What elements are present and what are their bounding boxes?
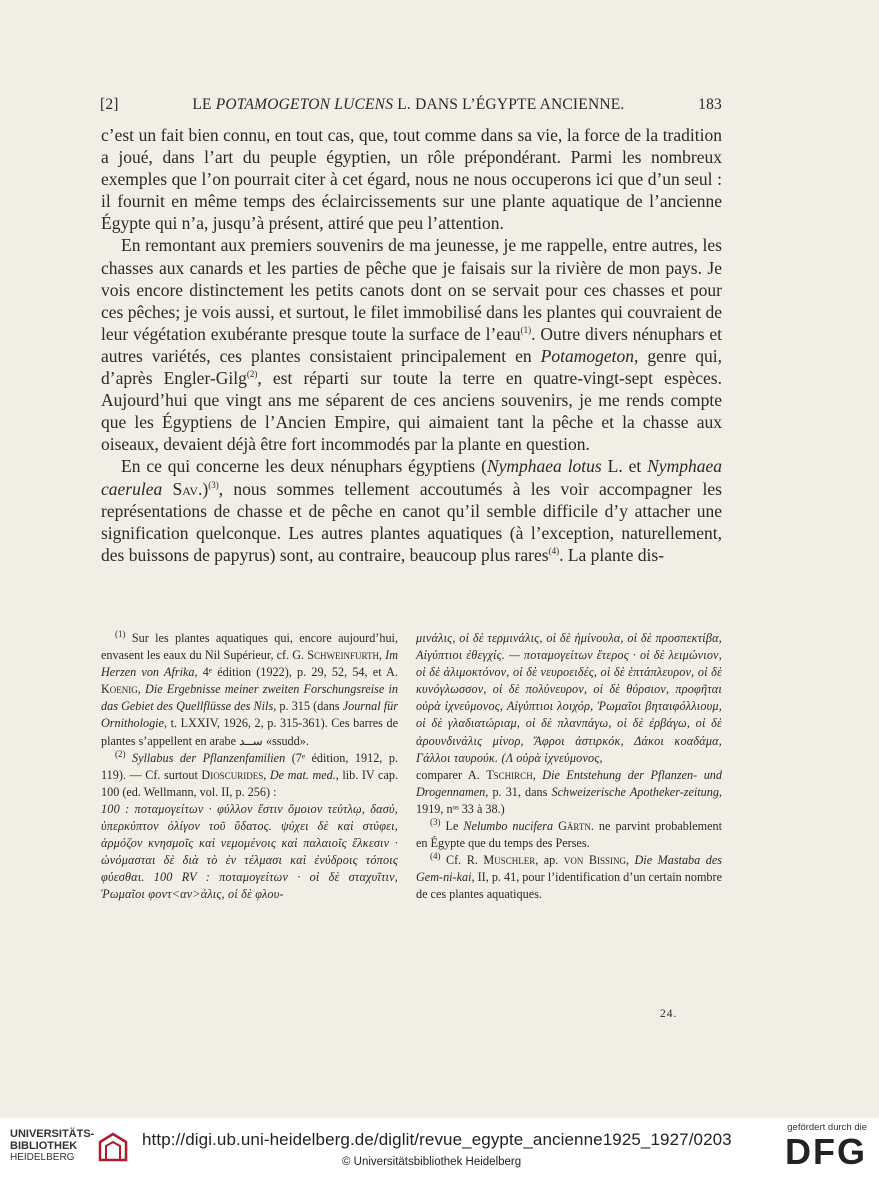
fn2-title-2: De mat. med. (269, 767, 336, 782)
footnote-3 (416, 818, 722, 852)
footnote-1-mark: (1) (115, 628, 126, 639)
fn1-a: Sur les plantes aquatiques qui, encore aujourd’hui, envasent les eaux du Nil Supérieur, cf. G. (101, 631, 398, 663)
paragraph-1: c’est un fait bien connu, en tout cas, que, tout comme dans sa vie, la force de la tradition a joué, dans l’art du peuple égyptien, un rôle prépondérant. Parmi les nombreux exemples que l’on pourrait citer à cet égard, nous ne nous occuperons ici que d’un seul : il fournit en même temps des éclaircissements sur une plante aquatique de l’ancienne Égypte qui n’a, jusqu’à présent, attiré que peu l’attention. (101, 125, 722, 234)
fn2-b: , (263, 767, 270, 782)
fn2-author: Dioscurides (201, 767, 264, 782)
footnotes-right-column (416, 630, 722, 904)
fn2r-b: , (532, 767, 543, 782)
p3-smallcaps: Sav. (162, 478, 203, 499)
fn1-b: , (378, 648, 386, 663)
fn1-f: , t. LXXIV, 1926, 2, p. 315-361). Ces barres de plantes s’appellent en arabe ســد «ssudd». (101, 716, 398, 748)
header-title-pre: LE (192, 96, 216, 113)
fn4-author-2: von Bissing (563, 853, 626, 868)
fn1-title-2: Die Ergebnisse meiner zweiten Forschungsreise in das Gebiet des Quellflüsse des Nils (101, 682, 398, 714)
copyright-notice: © Universitätsbibliothek Heidelberg (342, 1156, 522, 1168)
fn2r-author: Tschirch (486, 767, 533, 782)
fn3-smallcaps: Gärtn. (553, 819, 594, 834)
funded-by-label: gefördert durch die (787, 1122, 867, 1133)
fn4-a: Cf. R. (440, 853, 484, 868)
p3-italic-2: Nymphaea caerulea (101, 456, 722, 499)
footnote-3-mark: (3) (430, 816, 441, 827)
signature-mark: 24. (660, 1008, 678, 1020)
footnote-4 (416, 852, 722, 903)
fn4-c: , (625, 853, 635, 868)
footnotes-left-column (101, 630, 398, 904)
footnote-2 (101, 750, 398, 801)
fn2r-a: comparer A. (416, 767, 487, 782)
p2-text-b: . Outre divers nénuphars et autres variétés, ces plantes consistaient principalement en (101, 323, 722, 366)
library-logo[interactable] (10, 1128, 130, 1168)
fn1-title-1: Im Herzen von Afrika (101, 648, 399, 680)
footnote-4-mark: (4) (430, 851, 441, 862)
p3-text-d: , nous sommes tellement accoutumés à les voir accompagner les représentations de chasse et de pêche en canot qu’il semble difficile d’y attacher une signification quelconque. Les autres plantes aquatiques (à l’exception, naturellement, des buissons de papyrus) sont, au contraire, beaucoup plus rares (101, 478, 722, 565)
fn2r-d: , 1919, nᵒˢ 33 à 38.) (416, 784, 723, 816)
page-number: 183 (698, 96, 722, 113)
fn2-a: (7ᵉ édition, 1912, p. 119). — Cf. surtout (101, 750, 398, 782)
header-section-number: [2] (100, 96, 119, 113)
fn3-b: ne parvint probablement en Égypte que du temps des Perses. (416, 819, 723, 851)
fn2r-title-2: Schweizerische Apotheker-zeitung (551, 784, 719, 799)
p2-text-d: , est réparti sur toute la terre en quatre-vingt-sept espèces. Aujourd’hui que vingt ans me séparent de ces anciens souvenirs, je me rends compte que les Égyptiens de l’Ancien Empire, qui aimaient tant la pêche et la chasse aux oiseaux, devaient déjà être fort incommodés par la plante en question. (101, 368, 722, 455)
fn4-d: , II, p. 41, pour l’identification d’un certain nombre de ces plantes aquatiques. (416, 870, 722, 902)
fn2-title-1: Syllabus der Pflanzenfamilien (125, 750, 286, 765)
fn4-author-1: Muschler (483, 853, 536, 868)
fn1-author-2: Koenig (101, 682, 138, 697)
main-text (101, 124, 722, 566)
fn2r-c: , p. 31, dans (485, 784, 552, 799)
p2-text-c: , genre qui, d’après Engler-Gilg (101, 345, 722, 389)
library-name-line-2: BIBLIOTHEK (10, 1140, 78, 1152)
dfg-logo[interactable] (777, 1122, 867, 1174)
library-name-line-1: UNIVERSITÄTS- (10, 1128, 95, 1140)
footnote-1 (101, 630, 398, 750)
footnote-2-greek: 100 : ποταμογείτων · φύλλον ἔστιν ὅμοιον τεύτλῳ, δασύ, ὑπερκύπτον ὀλίγον τοῦ ὕδατος. ψύχει δὲ καὶ στύφει, ἁρμόζον κνησμοῖς καὶ νεμομένοις καὶ παλαιοῖς ἕλκεσιν · ὠνόμασται δὲ διὰ τὸ ἐν τέλμασι καὶ ἐνύδροις τόποις φύεσθαι. 100 RV : ποταμογείτων · οἱ δὲ σταχυῖτιν, Ῥωμαῖοι φοντ<αν>άλις, οἱ δὲ φλου- (101, 801, 398, 902)
header-title-italic: POTAMOGETON LUCENS (215, 96, 394, 113)
permalink-url[interactable]: http://digi.ub.uni-heidelberg.de/diglit/revue_egypte_ancienne1925_1927/0203 (142, 1130, 732, 1149)
p3-text-c: ) (202, 478, 209, 499)
running-header (100, 96, 722, 118)
fn4-title: Die Mastaba des Gem-ni-kai (416, 853, 722, 885)
footnote-ref-4[interactable]: (4) (548, 545, 560, 556)
footnote-ref-2[interactable]: (2) (246, 369, 258, 380)
footnote-ref-3[interactable]: (3) (208, 479, 219, 490)
library-crest-icon (96, 1130, 130, 1164)
footnote-2-greek-continued: μινάλις, οἱ δὲ τερμινάλις, οἱ δὲ ἠμίνουλα, οἱ δὲ προσπεκτίβα, Αἰγύπτιοι ἐθεγχίς. — ποταμογείτων ἕτερος · οἱ δὲ λειμώνιον, οἱ δὲ ἀλιμοκτόνον, οἱ δὲ νευροειδές, οἱ δὲ ἑπτάπλευρον, οἱ δὲ κυνόγλωσσον, οἱ δὲ πολύνευρον, οἱ δὲ θύρσιον, προφῆται οὐρὰ ἰχνεύμονος, Αἰγύπτιοι λοιχόρ, Ῥωμαῖοι βηταιφόλλιουμ, οἱ δὲ γλαδιατώριαμ, οἱ δὲ πλανπάγω, οἱ δὲ ἐρβάγω, οἱ δὲ ἀρουνδινάλις μίνορ, Ἄφροι ἀστιρκόκ, Δάκοι κοαδάμα, Γάλλοι ταυρούκ. (Λ οὐρὰ ἰχνεύμονος, (416, 631, 722, 765)
fn1-d: , (137, 682, 146, 697)
paragraph-2 (101, 234, 722, 455)
fn2r-title-1: Die Entstehung der Pflanzen- und Drogennamen (416, 767, 722, 799)
p3-text-b: L. et (601, 456, 648, 477)
fn1-c: , 4ᵉ édition (1922), p. 29, 52, 54, et A. (194, 665, 398, 680)
library-name-line-3: HEIDELBERG (10, 1152, 75, 1163)
fn1-title-3: Journal für Ornithologie (101, 699, 398, 731)
paragraph-3 (101, 455, 722, 565)
fn4-b: , ap. (535, 853, 564, 868)
fn3-a: Le (440, 819, 464, 834)
dfg-wordmark: DFG (785, 1131, 867, 1172)
p3-text-a: En ce qui concerne les deux nénuphars égyptiens ( (121, 456, 487, 477)
p3-text-e: . La plante dis- (559, 544, 665, 565)
header-title (119, 96, 698, 114)
p2-text-a: En remontant aux premiers souvenirs de ma jeunesse, je me rappelle, entre autres, les chasses aux canards et les parties de pêche que je faisais sur la rivière de mon pays. Je vois encore distinctement les petits canots dont on se servait pour ces chasses et pour ces pêches; je vois aussi, et surtout, le filet immobilisé dans les plantes qui couvraient de leur végétation exubérante presque toute la surface de l’eau (101, 235, 722, 344)
footnote-2-mark: (2) (115, 748, 126, 759)
p3-italic-1: Nymphaea lotus (486, 456, 602, 477)
footer-bar (0, 1118, 879, 1178)
fn1-e: , p. 315 (dans (273, 699, 343, 714)
header-title-post: L. DANS L’ÉGYPTE ANCIENNE. (393, 96, 625, 113)
fn3-italic: Nelumbo nucifera (463, 819, 554, 834)
fn1-author-1: Schweinfurth (307, 648, 379, 663)
fn2-c: , lib. IV cap. 100 (ed. Wellmann, vol. II, p. 256) : (101, 767, 398, 799)
footnote-2-end (416, 767, 722, 818)
p2-italic-genus: Potamogeton (540, 345, 634, 366)
footnote-ref-1[interactable]: (1) (520, 325, 532, 336)
